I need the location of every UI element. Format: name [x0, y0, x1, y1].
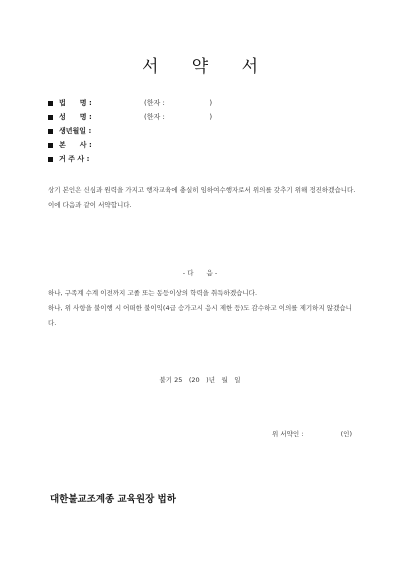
- pledge-item: 하나, 위 사항을 불이행 시 어떠한 불이익(4급 승가고시 응시 제한 등)도 감수하고 이의를 제기하지 않겠습니다.: [48, 304, 352, 327]
- field-label: 성 명 :: [59, 113, 92, 121]
- statement-paragraph: 상기 본인은 신심과 원력을 가지고 행자교육에 충실히 임하여수행자로서 위의를 갖추기 위해 정진하겠습니다. 이에 다음과 같이 서약합니다.: [48, 186, 356, 209]
- bullet-icon: [48, 129, 53, 134]
- bullet-icon: [48, 157, 53, 162]
- bullet-icon: [48, 101, 53, 106]
- field-label: 거 주 사 :: [59, 155, 90, 163]
- issuer-footer: 대한불교조계종 교육원장 법하: [50, 494, 176, 505]
- next-heading: - 다 음 -: [182, 269, 218, 277]
- field-label: 생년월일 :: [59, 127, 92, 135]
- field-label: 본 사 :: [59, 141, 92, 149]
- document-title: 서 약 서: [141, 57, 273, 77]
- signer-line: 위 서약인 : (인): [272, 430, 352, 438]
- field-birthdate: [48, 125, 107, 137]
- field-residence-temple: [48, 153, 107, 165]
- pledge-items: [48, 286, 360, 331]
- date-line: 불기 25 (20 )년 월 일: [159, 376, 241, 384]
- bullet-icon: [48, 143, 53, 148]
- field-hanja: (한자 : ): [144, 99, 213, 107]
- bullet-icon: [48, 115, 53, 120]
- field-dharma-name: [48, 97, 213, 109]
- field-hanja: (한자 : ): [144, 113, 213, 121]
- field-name: [48, 111, 213, 123]
- pledge-item: 하나, 구족계 수계 이전까지 고졸 또는 동등이상의 학력을 취득하겠습니다.: [48, 289, 258, 297]
- field-home-temple: [48, 139, 107, 151]
- field-label: 법 명 :: [59, 99, 92, 107]
